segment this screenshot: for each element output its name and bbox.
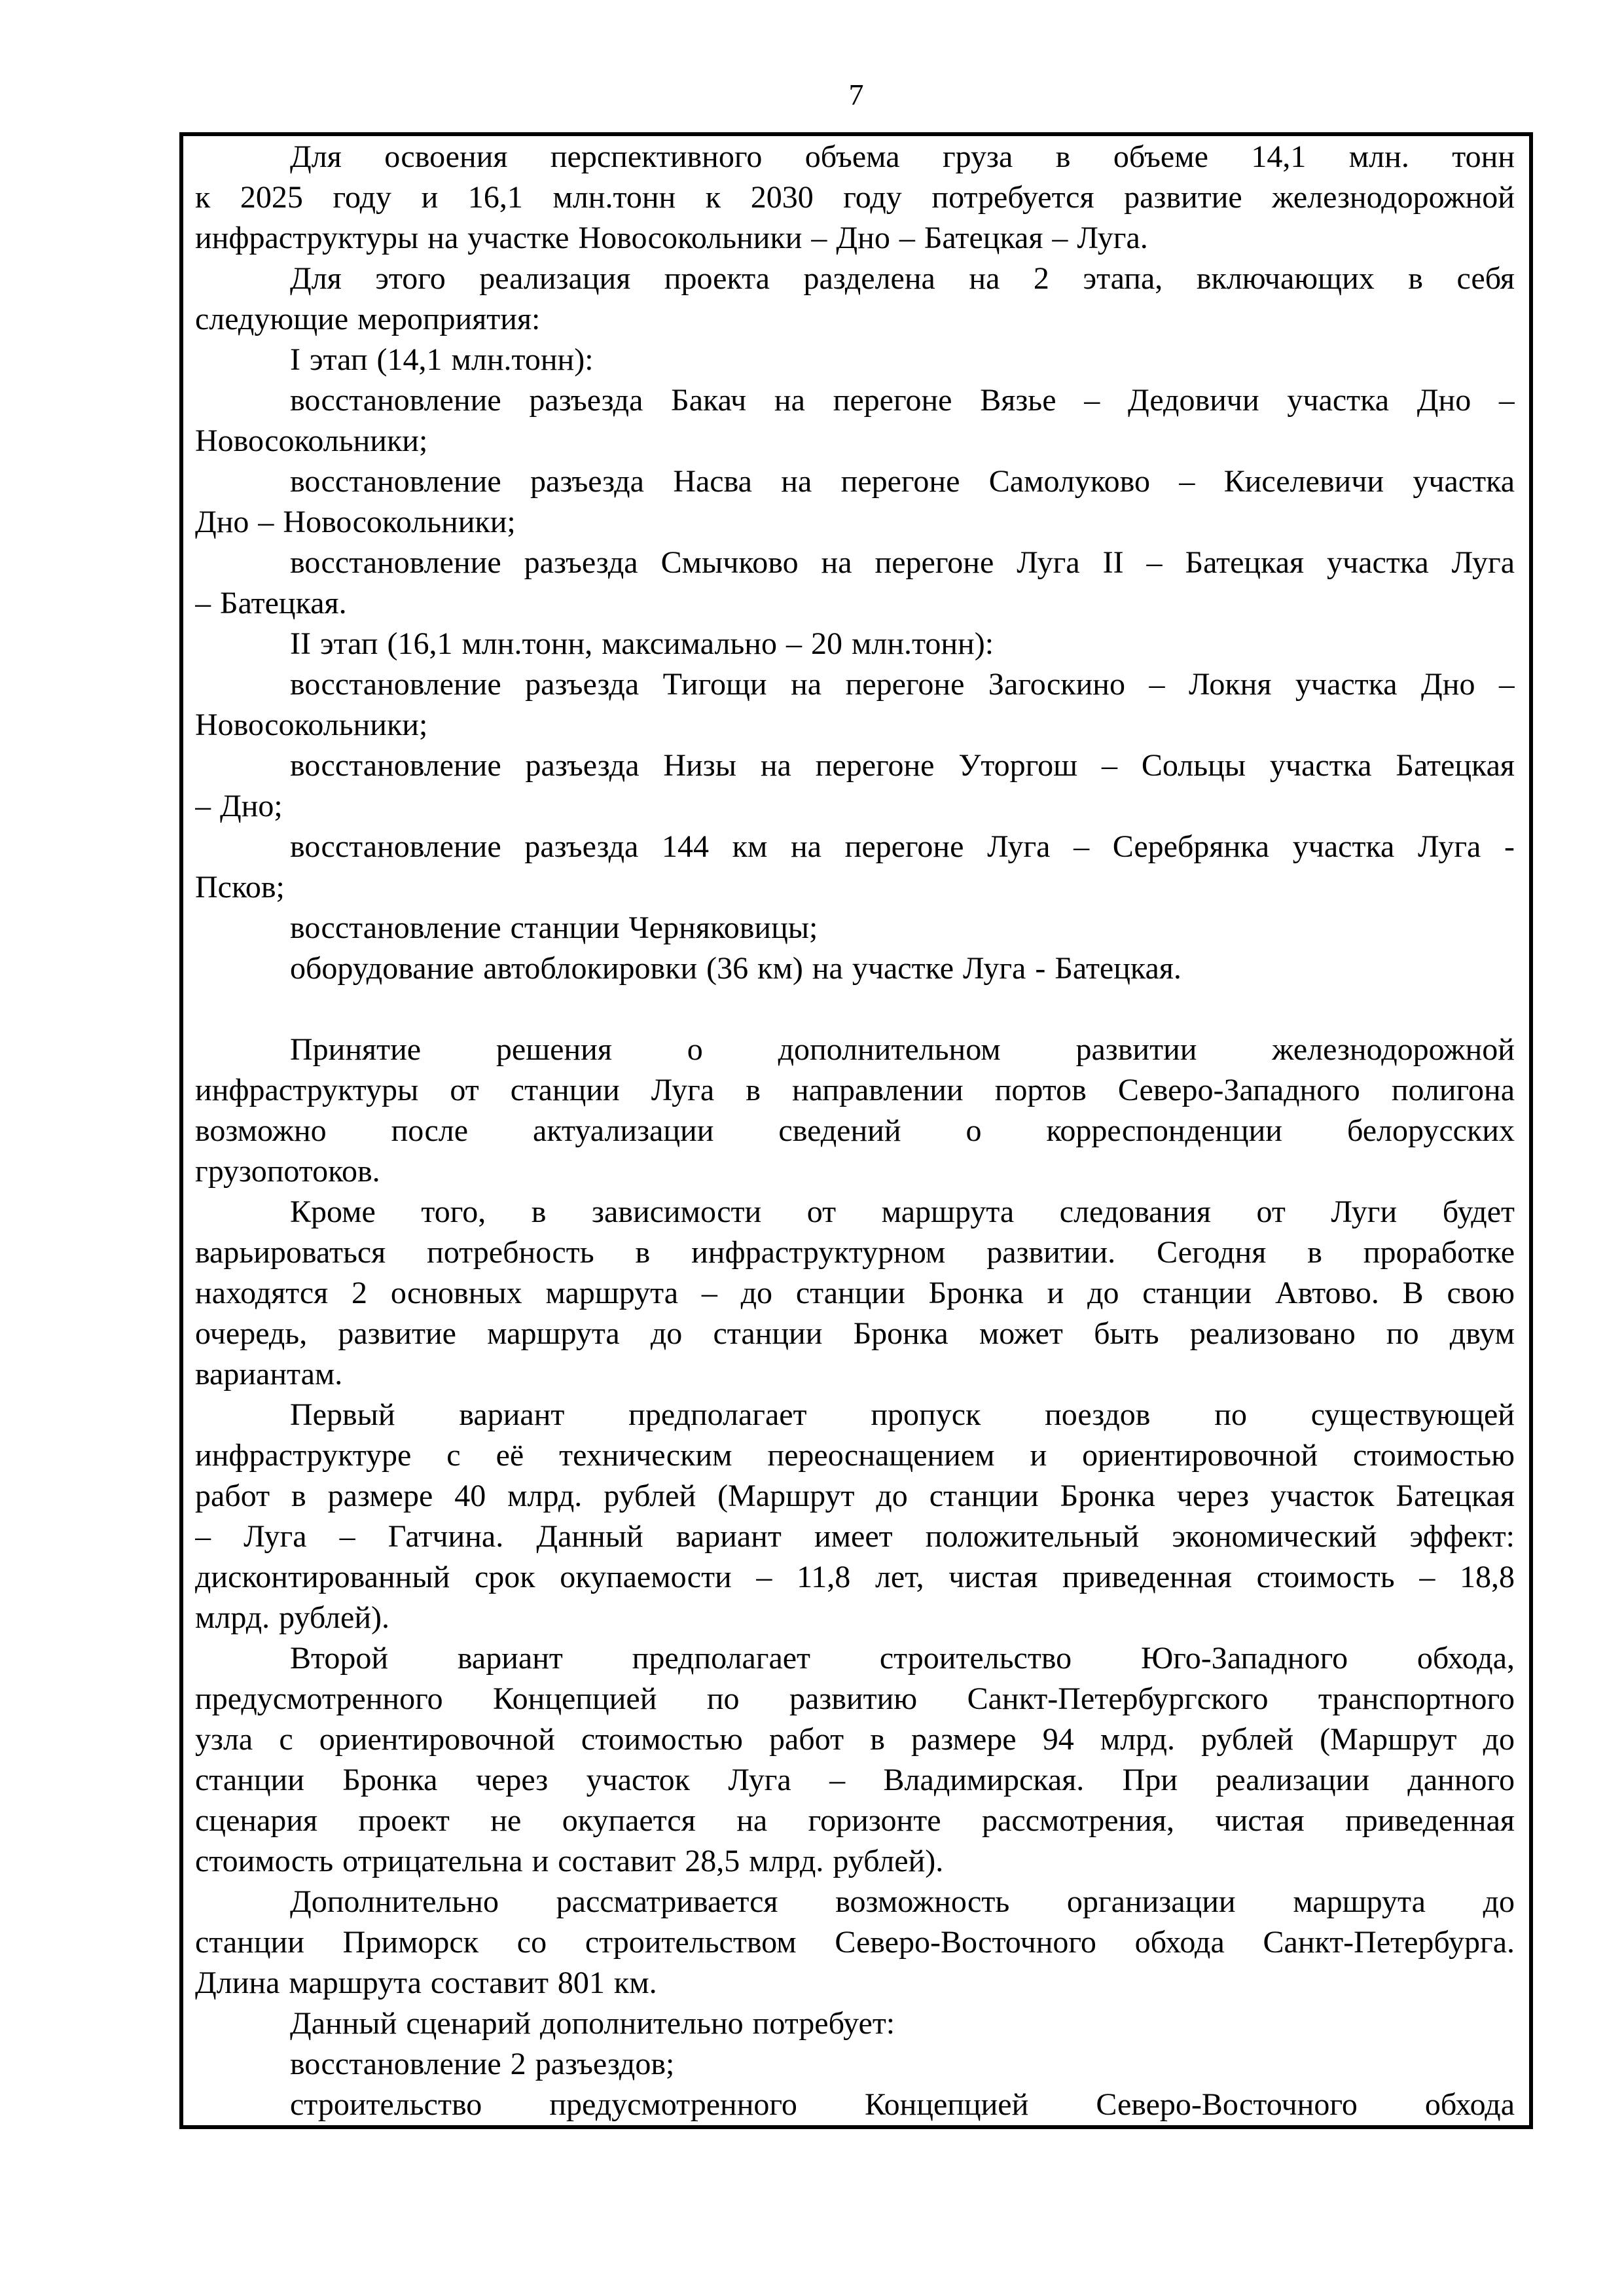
text-line: станции Приморск со строительством Северо-Восточного обхода Санкт-Петербурга.: [195, 1925, 1515, 1960]
text-line: к 2025 году и 16,1 млн.тонн к 2030 году потребуется развитие железнодорожной: [195, 180, 1515, 215]
text-line: I этап (14,1 млн.тонн):: [290, 342, 594, 377]
text-line: станции Бронка через участок Луга – Владимирская. При реализации данного: [195, 1763, 1515, 1797]
text-line: Кроме того, в зависимости от маршрута следования от Луги будет: [290, 1194, 1515, 1229]
text-line: млрд. рублей).: [195, 1600, 390, 1635]
text-line: возможно после актуализации сведений о корреспонденции белорусских: [195, 1113, 1515, 1148]
text-line: инфраструктуры на участке Новосокольники – Дно – Батецкая – Луга.: [195, 221, 1148, 255]
text-line: находятся 2 основных маршрута – до станции Бронка и до станции Автово. В свою: [195, 1276, 1515, 1310]
text-line: инфраструктуры от станции Луга в направлении портов Северо-Западного полигона: [195, 1073, 1515, 1107]
text-line: оборудование автоблокировки (36 км) на участке Луга - Батецкая.: [290, 951, 1182, 986]
text-line: Второй вариант предполагает строительство Юго-Западного обхода,: [290, 1641, 1515, 1676]
text-line: – Батецкая.: [195, 586, 347, 620]
text-line: строительство предусмотренного Концепцией Северо-Восточного обхода: [290, 2087, 1515, 2122]
text-line: восстановление 2 разъездов;: [290, 2047, 675, 2081]
text-line: – Луга – Гатчина. Данный вариант имеет положительный экономический эффект:: [195, 1519, 1515, 1554]
text-line: Псков;: [195, 870, 285, 905]
text-line: II этап (16,1 млн.тонн, максимально – 20 млн.тонн):: [290, 626, 994, 661]
text-line: восстановление разъезда Тигощи на перегоне Загоскино – Локня участка Дно –: [290, 667, 1515, 702]
text-line: очередь, развитие маршрута до станции Бронка может быть реализовано по двум: [195, 1316, 1515, 1351]
text-line: Данный сценарий дополнительно потребует:: [290, 2006, 895, 2041]
text-line: восстановление разъезда Низы на перегоне Уторгош – Сольцы участка Батецкая: [290, 748, 1515, 783]
text-line: восстановление станции Черняковицы;: [290, 910, 818, 945]
text-line: Первый вариант предполагает пропуск поездов по существующей: [290, 1397, 1515, 1432]
text-line: инфраструктуре с её техническим переоснащением и ориентировочной стоимостью: [195, 1438, 1515, 1473]
text-line: варьироваться потребность в инфраструктурном развитии. Сегодня в проработке: [195, 1235, 1515, 1270]
text-line: Новосокольники;: [195, 708, 428, 742]
text-line: Для освоения перспективного объема груза в объеме 14,1 млн. тонн: [290, 139, 1515, 174]
text-line: грузопотоков.: [195, 1154, 380, 1189]
text-line: стоимость отрицательна и составит 28,5 млрд. рублей).: [195, 1844, 944, 1878]
text-line: Длина маршрута составит 801 км.: [195, 1965, 657, 2000]
text-line: Принятие решения о дополнительном развитии железнодорожной: [290, 1032, 1515, 1067]
text-line: предусмотренного Концепцией по развитию Санкт-Петербургского транспортного: [195, 1681, 1515, 1716]
text-line: – Дно;: [195, 789, 283, 823]
text-line: Новосокольники;: [195, 423, 428, 458]
text-line: работ в размере 40 млрд. рублей (Маршрут до станции Бронка через участок Батецкая: [195, 1479, 1515, 1513]
text-line: Дно – Новосокольники;: [195, 505, 516, 539]
text-line: сценария проект не окупается на горизонте рассмотрения, чистая приведенная: [195, 1803, 1515, 1838]
page-number: 7: [848, 78, 864, 111]
text-line: вариантам.: [195, 1357, 343, 1391]
text-line: узла с ориентировочной стоимостью работ в размере 94 млрд. рублей (Маршрут до: [195, 1722, 1515, 1757]
text-line: восстановление разъезда Насва на перегоне Самолуково – Киселевичи участка: [290, 464, 1515, 499]
text-line: восстановление разъезда 144 км на перегоне Луга – Серебрянка участка Луга -: [290, 829, 1515, 864]
document-text-box: [179, 132, 1533, 2129]
text-line: восстановление разъезда Смычково на перегоне Луга II – Батецкая участка Луга: [290, 545, 1515, 580]
text-line: Дополнительно рассматривается возможность организации маршрута до: [290, 1884, 1515, 1919]
text-line: Для этого реализация проекта разделена на 2 этапа, включающих в себя: [290, 261, 1515, 296]
blank-line: [195, 989, 1515, 1030]
text-line: дисконтированный срок окупаемости – 11,8 лет, чистая приведенная стоимость – 18,8: [195, 1560, 1515, 1594]
text-line: следующие мероприятия:: [195, 302, 541, 336]
text-line: восстановление разъезда Бакач на перегоне Вязье – Дедовичи участка Дно –: [290, 383, 1515, 418]
